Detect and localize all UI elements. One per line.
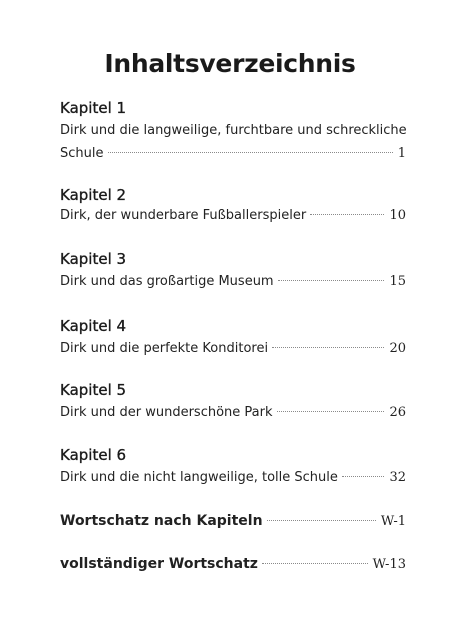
toc-entry-label: vollständiger Wortschatz (60, 556, 258, 572)
page-number: 20 (389, 341, 406, 356)
dot-leader (277, 411, 385, 412)
chapter-title-1-line1: Dirk und die langweilige, furchtbare und schreckliche (60, 123, 407, 138)
toc-entry-label: Dirk und die nicht langweilige, tolle Schule (60, 470, 338, 485)
chapter-heading-3: Kapitel 3 (60, 250, 127, 268)
toc-entry-label: Dirk und die perfekte Konditorei (60, 341, 269, 356)
page-number: W-1 (380, 514, 406, 529)
toc-entry-chapter-5[interactable] (60, 402, 406, 424)
page-number: 15 (389, 274, 406, 289)
dot-leader (272, 347, 384, 348)
toc-entry-complete-vocabulary[interactable] (60, 553, 406, 576)
toc-entry-chapter-2[interactable] (60, 205, 406, 227)
chapter-heading-2: Kapitel 2 (60, 186, 127, 204)
toc-entry-chapter-3[interactable] (60, 271, 406, 293)
chapter-heading-4: Kapitel 4 (60, 317, 127, 335)
toc-entry-chapter-1[interactable] (60, 143, 406, 165)
toc-entry-label: Schule (60, 146, 104, 161)
page-title: Inhaltsverzeichnis (104, 49, 356, 78)
page-number: 1 (397, 146, 406, 161)
chapter-heading-6: Kapitel 6 (60, 446, 127, 464)
dot-leader (108, 152, 393, 153)
dot-leader (278, 280, 385, 281)
chapter-heading-5: Kapitel 5 (60, 381, 127, 399)
page-number: 32 (389, 470, 406, 485)
page-number: W-13 (372, 557, 406, 572)
dot-leader (267, 520, 376, 521)
toc-entry-label: Dirk und das großartige Museum (60, 274, 274, 289)
dot-leader (262, 563, 368, 564)
toc-entry-label: Dirk und der wunderschöne Park (60, 405, 273, 420)
toc-entry-label: Wortschatz nach Kapiteln (60, 513, 263, 529)
toc-entry-chapter-4[interactable] (60, 338, 406, 360)
chapter-heading-1: Kapitel 1 (60, 99, 127, 117)
page-number: 26 (389, 405, 406, 420)
dot-leader (310, 214, 384, 215)
dot-leader (342, 476, 385, 477)
toc-entry-vocabulary-by-chapter[interactable] (60, 510, 406, 533)
toc-entry-chapter-6[interactable] (60, 467, 406, 489)
page-number: 10 (389, 208, 406, 223)
toc-entry-label: Dirk, der wunderbare Fußballerspieler (60, 208, 307, 223)
